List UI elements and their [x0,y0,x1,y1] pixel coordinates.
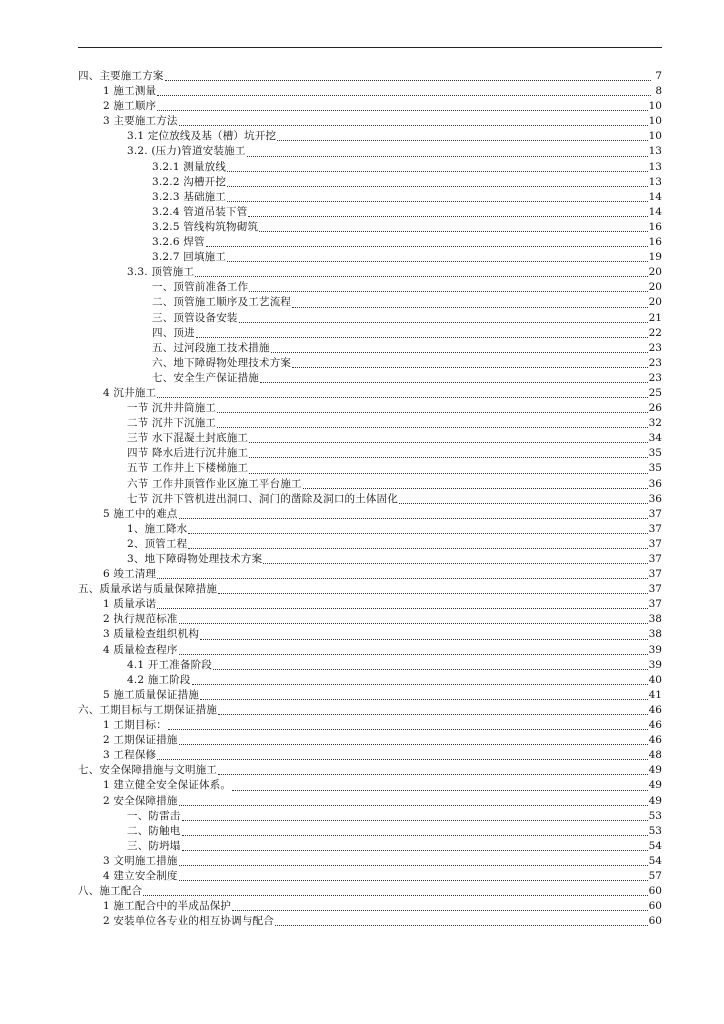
dot-leader [277,139,647,141]
toc-entry-page-number: 37 [648,568,662,581]
dot-leader [165,79,651,81]
dot-leader [271,351,648,353]
toc-entry[interactable] [78,311,662,326]
toc-entry-page-number: 26 [648,402,662,415]
toc-entry[interactable] [78,854,662,869]
dot-leader [200,698,648,700]
dot-leader [232,789,648,791]
dot-leader [227,170,648,172]
toc-entry-title: 2、顶管工程 [127,537,188,550]
toc-entry-page-number: 32 [648,417,662,430]
dot-leader [249,472,647,474]
dot-leader [303,487,648,489]
dot-leader [249,290,647,292]
table-of-contents [78,69,662,929]
toc-entry-page-number: 60 [648,915,662,928]
toc-entry-title: 二、顶管施工顺序及工艺流程 [152,296,292,309]
toc-entry[interactable] [78,537,662,552]
toc-entry[interactable] [78,552,662,567]
toc-entry[interactable] [78,673,662,688]
dot-leader [275,924,648,926]
dot-leader [249,456,647,458]
toc-entry-page-number: 49 [648,794,662,807]
toc-entry[interactable] [78,899,662,914]
toc-entry-title: 六节 工作井顶管作业区施工平台施工 [127,477,302,490]
dot-leader [157,109,647,111]
toc-entry-title: 1 施工测量 [103,85,157,98]
dot-leader [292,366,648,368]
toc-entry-title: 4.1 开工准备阶段 [127,658,213,671]
toc-entry-title: 七节 沉井下管机进出洞口、洞门的凿除及洞口的土体固化 [127,492,399,505]
toc-entry-page-number: 36 [648,492,662,505]
dot-leader [227,260,648,262]
toc-entry-title: 4 沉井施工 [103,386,157,399]
toc-entry-title: 五、质量承诺与质量保障措施 [78,583,218,596]
dot-leader [196,336,648,338]
dot-leader [239,321,648,323]
dot-leader [227,200,648,202]
toc-entry-title: 2 施工顺序 [103,100,157,113]
toc-entry[interactable] [78,99,662,114]
toc-entry-title: 5 施工中的难点 [103,507,178,520]
toc-entry-page-number: 37 [648,522,662,535]
toc-entry[interactable] [78,386,662,401]
toc-entry-title: 3.2.5 管线构筑物砌筑 [152,220,259,233]
toc-entry-title: 2 执行规范标准 [103,613,178,626]
toc-entry-title: 四、顶进 [152,326,195,339]
toc-entry-page-number: 53 [648,824,662,837]
toc-entry-title: 1、施工降水 [127,522,188,535]
toc-entry[interactable] [78,688,662,703]
toc-entry[interactable] [78,280,662,295]
toc-entry[interactable] [78,703,662,718]
toc-entry[interactable] [78,175,662,190]
toc-entry[interactable] [78,356,662,371]
toc-entry-page-number: 46 [648,734,662,747]
toc-entry[interactable] [78,522,662,537]
dot-leader [168,728,648,730]
toc-entry-title: 二节 沉井下沉施工 [127,417,217,430]
dot-leader [249,441,647,443]
toc-entry-title: 一、顶管前准备工作 [152,281,249,294]
toc-entry[interactable] [78,809,662,824]
toc-entry-title: 四节 降水后进行沉井施工 [127,447,249,460]
toc-entry-page-number: 37 [648,583,662,596]
toc-entry-page-number: 20 [648,266,662,279]
toc-entry-page-number: 14 [648,205,662,218]
toc-entry[interactable] [78,733,662,748]
dot-leader [179,622,648,624]
dot-leader [200,638,648,640]
toc-entry[interactable] [78,371,662,386]
toc-entry-page-number: 54 [648,839,662,852]
toc-entry-page-number: 60 [648,885,662,898]
dot-leader [247,155,648,157]
toc-entry-page-number: 23 [648,356,662,369]
toc-entry-title: 八、施工配合 [78,885,143,898]
toc-entry[interactable] [78,477,662,492]
dot-leader [263,562,647,564]
dot-leader [182,819,648,821]
toc-entry-page-number: 13 [648,175,662,188]
toc-entry[interactable] [78,612,662,627]
toc-entry[interactable] [78,265,662,280]
toc-entry-page-number: 49 [648,764,662,777]
dot-leader [188,547,647,549]
toc-entry[interactable] [78,341,662,356]
dot-leader [218,592,648,594]
toc-entry-page-number: 8 [655,85,662,98]
dot-leader [179,864,648,866]
toc-entry-page-number: 37 [648,598,662,611]
toc-entry-title: 三、顶管设备安装 [152,311,238,324]
toc-entry[interactable] [78,160,662,175]
dot-leader [192,683,648,685]
toc-entry-title: 六、工期目标与工期保证措施 [78,703,218,716]
toc-entry-title: 2 安装单位各专业的相互协调与配合 [103,915,274,928]
toc-entry-page-number: 39 [648,643,662,656]
toc-entry-page-number: 10 [648,115,662,128]
toc-entry-page-number: 16 [648,220,662,233]
toc-entry[interactable] [78,416,662,431]
dot-leader [157,758,647,760]
toc-entry-title: 3.2.4 管道吊装下管 [152,205,248,218]
toc-entry-title: 3、地下障碍物处理技术方案 [127,553,263,565]
toc-entry-page-number: 54 [648,854,662,867]
toc-entry-title: 二、防触电 [127,824,181,837]
toc-entry-page-number: 13 [648,145,662,158]
toc-entry[interactable] [78,794,662,809]
dot-leader [182,849,648,851]
toc-entry-page-number: 23 [648,371,662,384]
toc-entry-page-number: 22 [648,326,662,339]
toc-entry[interactable] [78,778,662,793]
toc-entry[interactable] [78,884,662,899]
toc-entry-title: 3.2.3 基础施工 [152,190,227,203]
toc-entry[interactable] [78,220,662,235]
toc-entry[interactable] [78,461,662,476]
toc-entry-title: 1 建立健全安全保证体系。 [103,779,232,792]
dot-leader [157,94,651,96]
toc-entry-page-number: 20 [648,296,662,309]
toc-entry-page-number: 10 [648,130,662,143]
dot-leader [188,532,647,534]
toc-entry[interactable] [78,567,662,582]
dot-leader [260,381,648,383]
toc-entry[interactable] [78,84,662,99]
dot-leader [157,396,647,398]
dot-leader [217,426,647,428]
toc-entry[interactable] [78,507,662,522]
toc-entry-page-number: 35 [648,462,662,475]
toc-entry-title: 2 安全保障措施 [103,794,178,807]
toc-entry-page-number: 19 [648,251,662,264]
toc-entry-page-number: 37 [648,553,662,565]
dot-leader [227,185,648,187]
toc-entry-title: 5 施工质量保证措施 [103,688,200,701]
toc-entry[interactable] [78,763,662,778]
toc-entry-title: 1 质量承诺 [103,598,157,611]
toc-entry-page-number: 16 [648,236,662,249]
toc-entry-title: 三、防坍塌 [127,839,181,852]
dot-leader [399,502,648,504]
toc-entry-page-number: 48 [648,749,662,762]
toc-entry-page-number: 10 [648,100,662,113]
toc-entry-page-number: 41 [648,688,662,701]
toc-entry-page-number: 13 [648,160,662,173]
toc-entry[interactable] [78,643,662,658]
toc-entry-page-number: 49 [648,779,662,792]
dot-leader [157,607,647,609]
toc-entry-page-number: 37 [648,537,662,550]
toc-entry-page-number: 39 [648,658,662,671]
toc-entry[interactable] [78,597,662,612]
dot-leader [292,306,648,308]
toc-entry[interactable] [78,627,662,642]
toc-entry-title: 五节 工作井上下楼梯施工 [127,462,249,475]
dot-leader [217,411,647,413]
toc-entry-page-number: 46 [648,703,662,716]
toc-entry-page-number: 35 [648,447,662,460]
toc-entry-page-number: 46 [648,719,662,732]
toc-entry[interactable] [78,824,662,839]
dot-leader [232,909,648,911]
toc-entry[interactable] [78,295,662,310]
toc-entry-page-number: 7 [655,70,662,82]
header-rule [78,47,662,48]
toc-entry[interactable] [78,69,662,84]
toc-entry[interactable] [78,431,662,446]
toc-entry[interactable] [78,205,662,220]
toc-entry-title: 4 建立安全制度 [103,869,178,882]
toc-entry-title: 2 工期保证措施 [103,734,178,747]
toc-entry[interactable] [78,446,662,461]
toc-entry-page-number: 60 [648,900,662,913]
toc-entry-page-number: 37 [648,507,662,520]
toc-entry-title: 3.2.1 测量放线 [152,160,227,173]
dot-leader [213,668,648,670]
dot-leader [206,245,648,247]
dot-leader [248,215,647,217]
toc-entry-page-number: 36 [648,477,662,490]
toc-entry-title: 三节 水下混凝土封底施工 [127,432,249,445]
toc-entry[interactable] [78,129,662,144]
toc-entry-title: 3 文明施工措施 [103,854,178,867]
dot-leader [179,743,648,745]
toc-entry-title: 一节 沉井井筒施工 [127,402,217,415]
toc-entry[interactable] [78,144,662,159]
toc-entry-page-number: 53 [648,809,662,822]
toc-entry-title: 七、安全生产保证措施 [152,371,259,384]
toc-entry-title: 4.2 施工阶段 [127,673,191,686]
toc-entry-page-number: 38 [648,628,662,641]
toc-entry-page-number: 34 [648,432,662,445]
toc-entry[interactable] [78,748,662,763]
dot-leader [179,804,648,806]
toc-entry[interactable] [78,114,662,129]
dot-leader [143,894,647,896]
toc-entry-title: 五、过河段施工技术措施 [152,341,270,354]
toc-entry[interactable] [78,718,662,733]
toc-entry-page-number: 40 [648,673,662,686]
toc-entry[interactable] [78,869,662,884]
toc-entry[interactable] [78,326,662,341]
toc-entry-page-number: 23 [648,341,662,354]
toc-entry[interactable] [78,658,662,673]
dot-leader [218,713,648,715]
toc-entry-page-number: 20 [648,281,662,294]
toc-entry-title: 六、地下障碍物处理技术方案 [152,356,292,369]
toc-entry-title: 3.3. 顶管施工 [127,266,195,279]
toc-entry[interactable] [78,582,662,597]
toc-entry-page-number: 38 [648,613,662,626]
dot-leader [182,834,648,836]
dot-leader [195,275,647,277]
toc-entry-title: 6 竣工清理 [103,568,157,581]
toc-entry-title: 3.2.6 焊管 [152,236,205,249]
toc-entry[interactable] [78,492,662,507]
toc-entry-title: 3.1 定位放线及基（槽）坑开挖 [127,130,277,143]
toc-entry[interactable] [78,250,662,265]
toc-entry[interactable] [78,190,662,205]
toc-entry-title: 4 质量检查程序 [103,643,178,656]
toc-entry-title: 3.2.2 沟槽开挖 [152,175,227,188]
toc-entry-title: 1 工期目标： [103,719,167,732]
toc-entry[interactable] [78,401,662,416]
toc-entry-page-number: 25 [648,386,662,399]
dot-leader [218,773,648,775]
dot-leader [157,577,647,579]
toc-entry[interactable] [78,235,662,250]
dot-leader [259,230,647,232]
toc-entry-title: 3 工程保修 [103,749,157,762]
dot-leader [179,124,648,126]
toc-entry-title: 一、防雷击 [127,809,181,822]
toc-entry-title: 3.2.7 回填施工 [152,251,227,264]
toc-entry-title: 七、安全保障措施与文明施工 [78,764,218,777]
toc-entry-title: 四、主要施工方案 [78,70,164,82]
toc-entry[interactable] [78,914,662,929]
dot-leader [179,517,648,519]
dot-leader [179,879,648,881]
toc-entry-title: 1 施工配合中的半成品保护 [103,900,232,913]
toc-entry-page-number: 21 [648,311,662,324]
toc-entry-page-number: 14 [648,190,662,203]
toc-entry-page-number: 57 [648,869,662,882]
toc-entry-title: 3 主要施工方法 [103,115,178,128]
toc-entry[interactable] [78,839,662,854]
toc-entry-title: 3 质量检查组织机构 [103,628,200,641]
dot-leader [179,653,648,655]
toc-entry-title: 3.2. (压力)管道安装施工 [127,145,246,158]
